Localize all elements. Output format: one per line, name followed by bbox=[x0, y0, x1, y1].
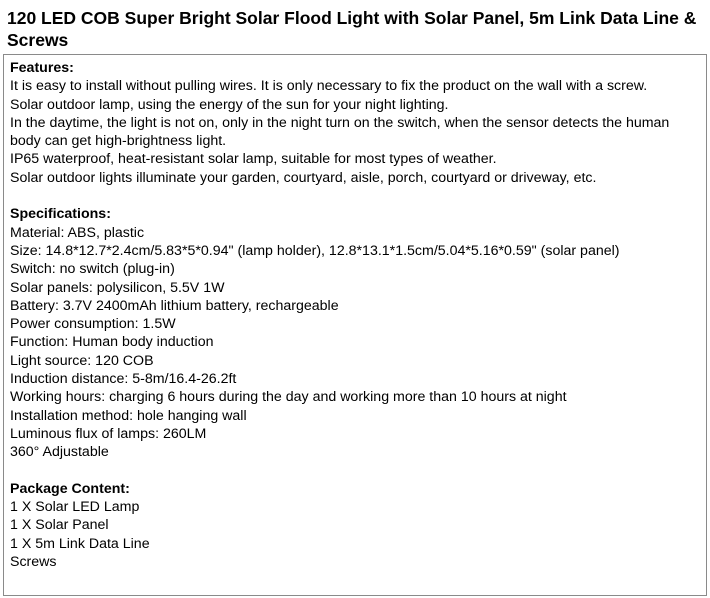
spec-line: Light source: 120 COB bbox=[10, 352, 154, 369]
spec-line: Size: 14.8*12.7*2.4cm/5.83*5*0.94" (lamp holder), 12.8*13.1*1.5cm/5.04*5.16*0.59" (solar panel) bbox=[10, 242, 620, 259]
package-line: 1 X 5m Link Data Line bbox=[10, 535, 150, 552]
features-heading: Features: bbox=[10, 60, 74, 76]
package-line: 1 X Solar Panel bbox=[10, 517, 109, 534]
feature-line: It is easy to install without pulling wires. It is only necessary to fix the product on the wall with a screw. bbox=[10, 78, 648, 95]
spec-line: Function: Human body induction bbox=[10, 334, 214, 351]
feature-line: Solar outdoor lamp, using the energy of the sun for your night lighting. bbox=[10, 96, 449, 113]
feature-line: IP65 waterproof, heat-resistant solar lamp, suitable for most types of weather. bbox=[10, 151, 497, 168]
product-title: 120 LED COB Super Bright Solar Flood Light with Solar Panel, 5m Link Data Line & Screws bbox=[7, 8, 697, 50]
package-heading: Package Content: bbox=[10, 480, 130, 497]
spec-line: Installation method: hole hanging wall bbox=[10, 407, 247, 424]
specifications-section bbox=[10, 205, 702, 461]
spec-line: Working hours: charging 6 hours during the day and working more than 10 hours at night bbox=[10, 389, 567, 406]
spec-line: Solar panels: polysilicon, 5.5V 1W bbox=[10, 279, 225, 296]
description-content bbox=[10, 59, 702, 571]
spec-line: 360° Adjustable bbox=[10, 444, 109, 461]
spec-line: Induction distance: 5-8m/16.4-26.2ft bbox=[10, 371, 237, 388]
feature-line: Solar outdoor lights illuminate your garden, courtyard, aisle, porch, courtyard or driveway, etc. bbox=[10, 169, 597, 186]
package-section bbox=[10, 480, 702, 571]
spec-line: Switch: no switch (plug-in) bbox=[10, 261, 175, 278]
section-spacer bbox=[10, 462, 702, 480]
spec-line: Material: ABS, plastic bbox=[10, 224, 145, 241]
package-line: Screws bbox=[10, 554, 57, 571]
feature-line: In the daytime, the light is not on, only in the night turn on the switch, when the sensor detects the human body can get high-brightness light. bbox=[10, 114, 670, 150]
spec-line: Luminous flux of lamps: 260LM bbox=[10, 425, 207, 442]
spec-line: Power consumption: 1.5W bbox=[10, 316, 176, 333]
spec-line: Battery: 3.7V 2400mAh lithium battery, rechargeable bbox=[10, 297, 339, 314]
specifications-heading: Specifications: bbox=[10, 206, 111, 223]
features-section bbox=[10, 59, 702, 187]
section-spacer bbox=[10, 187, 702, 205]
package-line: 1 X Solar LED Lamp bbox=[10, 499, 140, 516]
